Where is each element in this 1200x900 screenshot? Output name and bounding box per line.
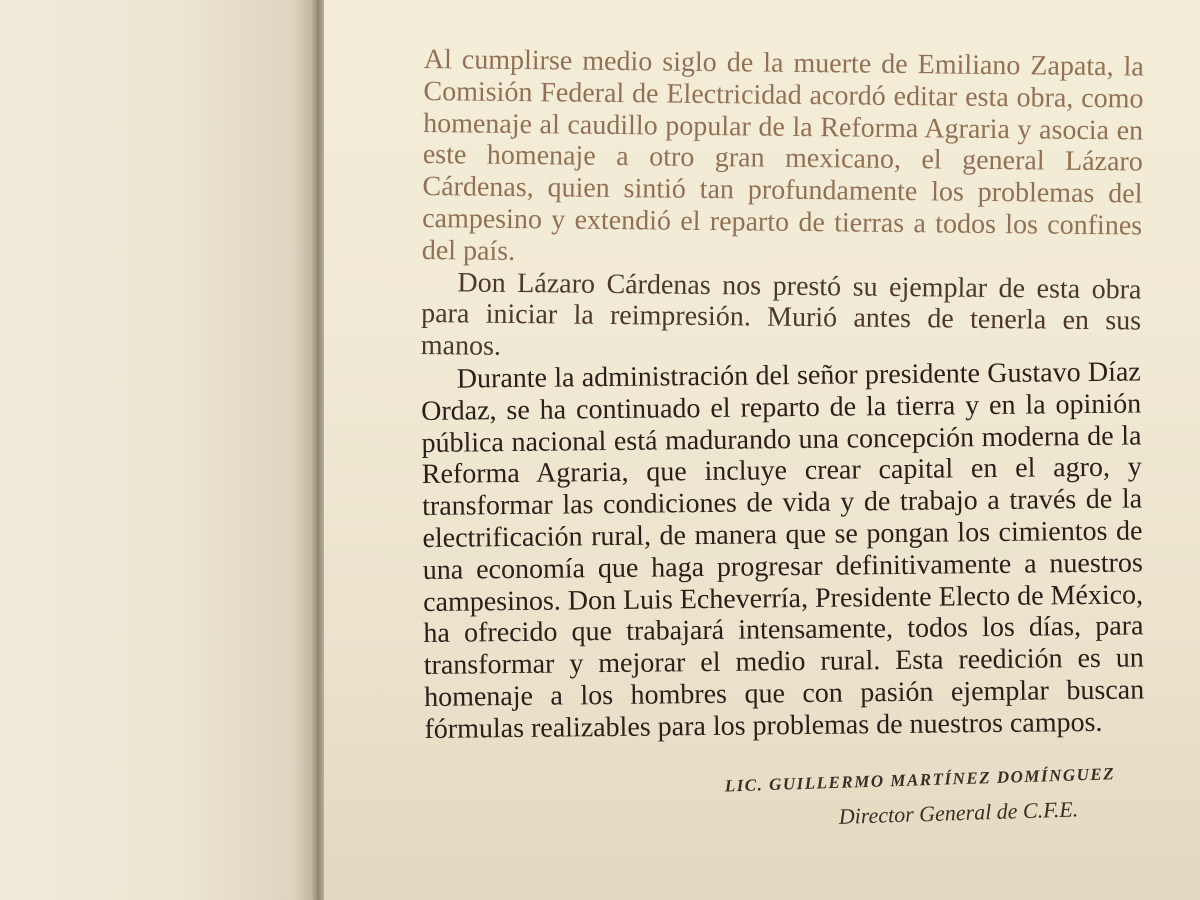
signatory-title: Director General de C.F.E.: [838, 795, 1079, 829]
paragraph-3: Durante la administración del señor presidente Gustavo Díaz Ordaz, se ha continuado el reparto de la tierra y en la opinión pública nacional está madurando una concepción moderna de la Reforma Agraria, que incluye crear capital en el agro, y transformar las condiciones de vida y de trabajo a través de la electrificación rural, de manera que se pongan los cimientos de una economía que haga progresar definitivamente a nuestros campesinos. Don Luis Echeverría, Presidente Electo de México, ha ofrecido que trabajará intensamente, todos los días, para transformar y mejorar el medio rural. Esta reedición es un homenaje a los hombres que con pasión ejemplar buscan fórmulas realizables para los problemas de nuestros campos.: [420, 356, 1145, 745]
left-blank-page: [0, 0, 318, 900]
page-text: [416, 44, 1145, 829]
paragraph-2: Don Lázaro Cárdenas nos prestó su ejemplar de esta obra para iniciar la reimpresión. Murió antes de tenerla en sus manos.: [420, 266, 1142, 362]
signatory-name: LIC. GUILLERMO MARTÍNEZ DOMÍNGUEZ: [724, 763, 1116, 795]
paragraph-1: Al cumplirse medio siglo de la muerte de Emiliano Zapata, la Comisión Federal de Electricidad acordó editar esta obra, como homenaje al caudillo popular de la Reforma Agraria y asocia en este homenaje a otro gran mexicano, el general Lázaro Cárdenas, quien sintió tan profundamente los problemas del campesino y extendió el reparto de tierras a todos los confines del país.: [421, 44, 1144, 267]
